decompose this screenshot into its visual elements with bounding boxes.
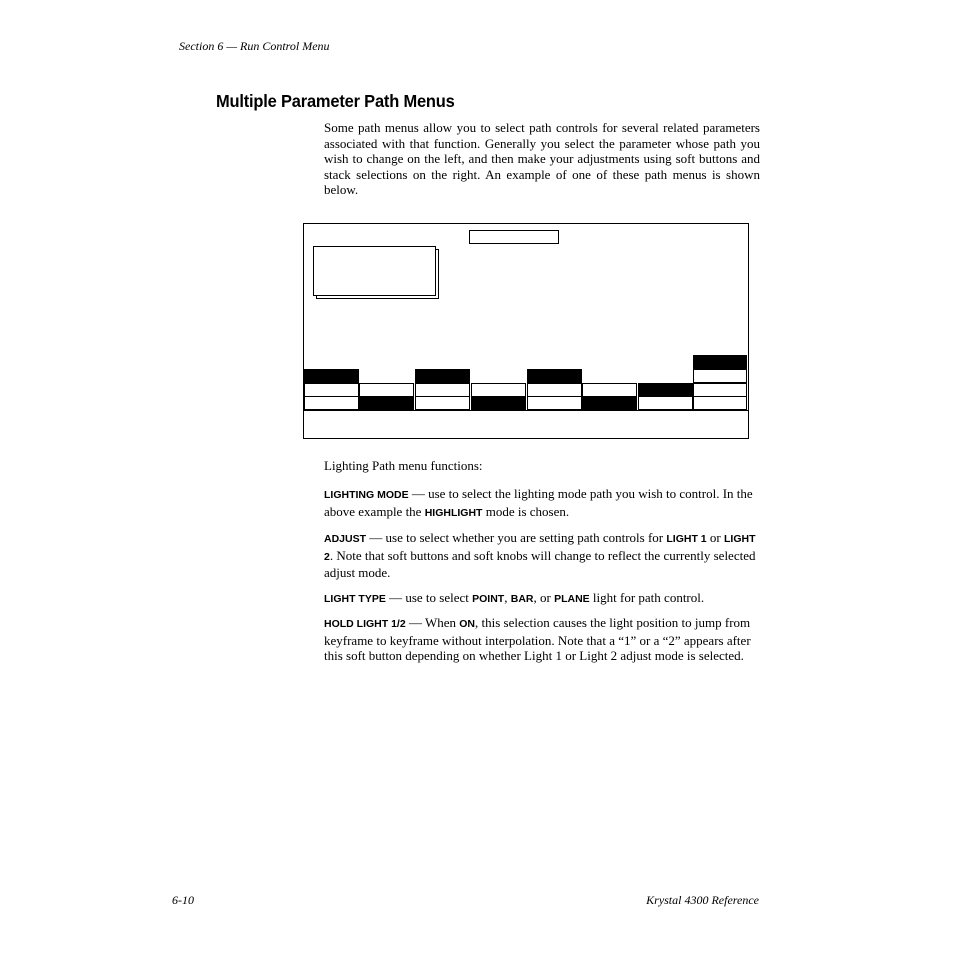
soft-button-cell [693,369,747,383]
definition-text: — use to select the lighting mode path you wish to control. In the above example the [324,486,753,519]
definition-text: light for path control. [589,590,705,605]
soft-button-cell [582,383,637,397]
definition-text: , [504,590,511,605]
soft-button-cell [359,383,414,397]
keyword: LIGHT 1 [666,533,707,545]
document-title: Krystal 4300 Reference [646,893,759,907]
keyword: LIGHT 2 [324,533,756,563]
section-title: Multiple Parameter Path Menus [216,91,455,111]
soft-button-cell [527,383,582,397]
soft-button-cell [638,383,693,397]
soft-button-cell [693,396,747,410]
definition-text: , or [533,590,555,605]
soft-button-cell [304,369,359,384]
figure-caption: Lighting Path menu functions: [324,458,483,473]
keyword: PLANE [554,593,590,605]
page-number: 6-10 [172,893,194,907]
soft-button-cell [471,396,526,410]
running-header: Section 6 — Run Control Menu [179,39,330,53]
keyword: BAR [510,593,534,605]
definition-text: mode is chosen. [482,503,570,519]
soft-button-cell [304,396,359,410]
term: LIGHT TYPE [324,593,386,605]
soft-button-cell [582,396,637,410]
soft-button-cell [359,396,414,410]
popup-window [313,246,436,296]
definition-text: — use to select [385,590,473,605]
soft-button-row-divider [303,410,748,411]
soft-button-cell [527,369,582,384]
definition-text: . Note that soft buttons and soft knobs will change to reflect the currently selected adjust mode. [324,547,756,581]
soft-button-cell [304,383,359,397]
definition-adjust [324,530,760,581]
soft-button-cell [527,396,582,410]
menu-title-box [469,230,559,244]
soft-button-cell [693,383,747,397]
soft-button-cell [415,396,470,410]
term: ADJUST [324,533,367,545]
definition-text: or [706,530,724,545]
term: LIGHTING MODE [324,489,409,501]
definition-lighting-mode [324,486,760,521]
definition-text: — When [405,615,460,630]
soft-button-cell [415,383,470,397]
definition-hold-light [324,615,760,664]
keyword: POINT [472,593,505,605]
definition-text: , this selection causes the light position to jump from keyframe to keyframe without interpolation. Note that a “1” or a “2” appears after this soft button depending on whether Light 1 or Light 2 adjust mode is selected. [324,615,751,664]
soft-button-cell [638,396,693,410]
soft-button-cell [415,369,470,384]
keyword: HIGHLIGHT [424,506,483,519]
definition-light-type [324,590,760,608]
term: HOLD LIGHT 1/2 [324,618,406,630]
keyword: ON [459,618,475,630]
intro-paragraph: Some path menus allow you to select path controls for several related parameters associated with that function. Generally you select the parameter whose path you wish to change on the left, and then make your adjustments using soft buttons and stack selections on the right. An example of one of these path menus is shown below. [324,120,760,198]
definition-text: — use to select whether you are setting path controls for [366,530,667,545]
soft-button-cell [693,355,747,370]
soft-button-cell [471,383,526,397]
